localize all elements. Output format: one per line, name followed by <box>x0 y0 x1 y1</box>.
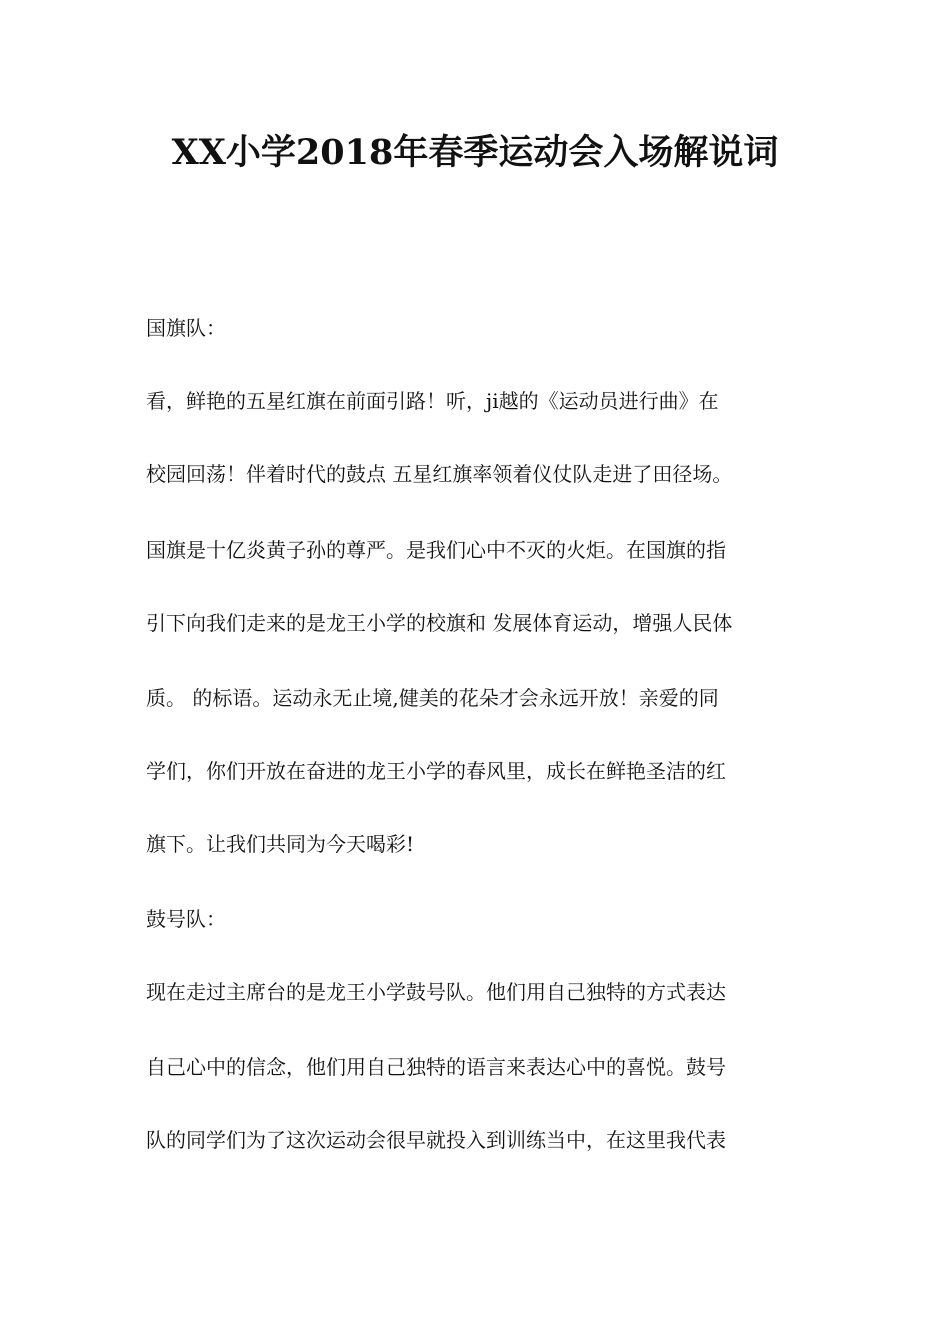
paragraph-line: 学们，你们开放在奋进的龙王小学的春风里，成长在鲜艳圣洁的红 <box>146 759 726 783</box>
paragraph-line: 引下向我们走来的是龙王小学的校旗和 发展体育运动，增强人民体 <box>146 611 733 635</box>
paragraph-line: 校园回荡！伴着时代的鼓点 五星红旗率领着仪仗队走进了田径场。 <box>146 462 733 486</box>
paragraph-line: 看，鲜艳的五星红旗在前面引路！听，ji越的《运动员进行曲》在 <box>146 389 719 413</box>
paragraph-line: 质。 的标语。运动永无止境,健美的花朵才会永远开放！亲爱的同 <box>146 686 719 710</box>
document-title: XX小学2018年春季运动会入场解说词 <box>171 132 779 173</box>
section-heading-flag-team: 国旗队： <box>146 316 226 340</box>
paragraph-line: 国旗是十亿炎黄子孙的尊严。是我们心中不灭的火炬。在国旗的指 <box>146 538 726 562</box>
paragraph-line: 旗下。让我们共同为今天喝彩! <box>146 832 415 856</box>
paragraph-line: 现在走过主席台的是龙王小学鼓号队。他们用自己独特的方式表达 <box>146 980 726 1004</box>
section-heading-drum-team: 鼓号队： <box>146 907 226 931</box>
paragraph-line: 队的同学们为了这次运动会很早就投入到训练当中，在这里我代表 <box>146 1128 726 1152</box>
paragraph-line: 自己心中的信念，他们用自己独特的语言来表达心中的喜悦。鼓号 <box>146 1055 726 1079</box>
